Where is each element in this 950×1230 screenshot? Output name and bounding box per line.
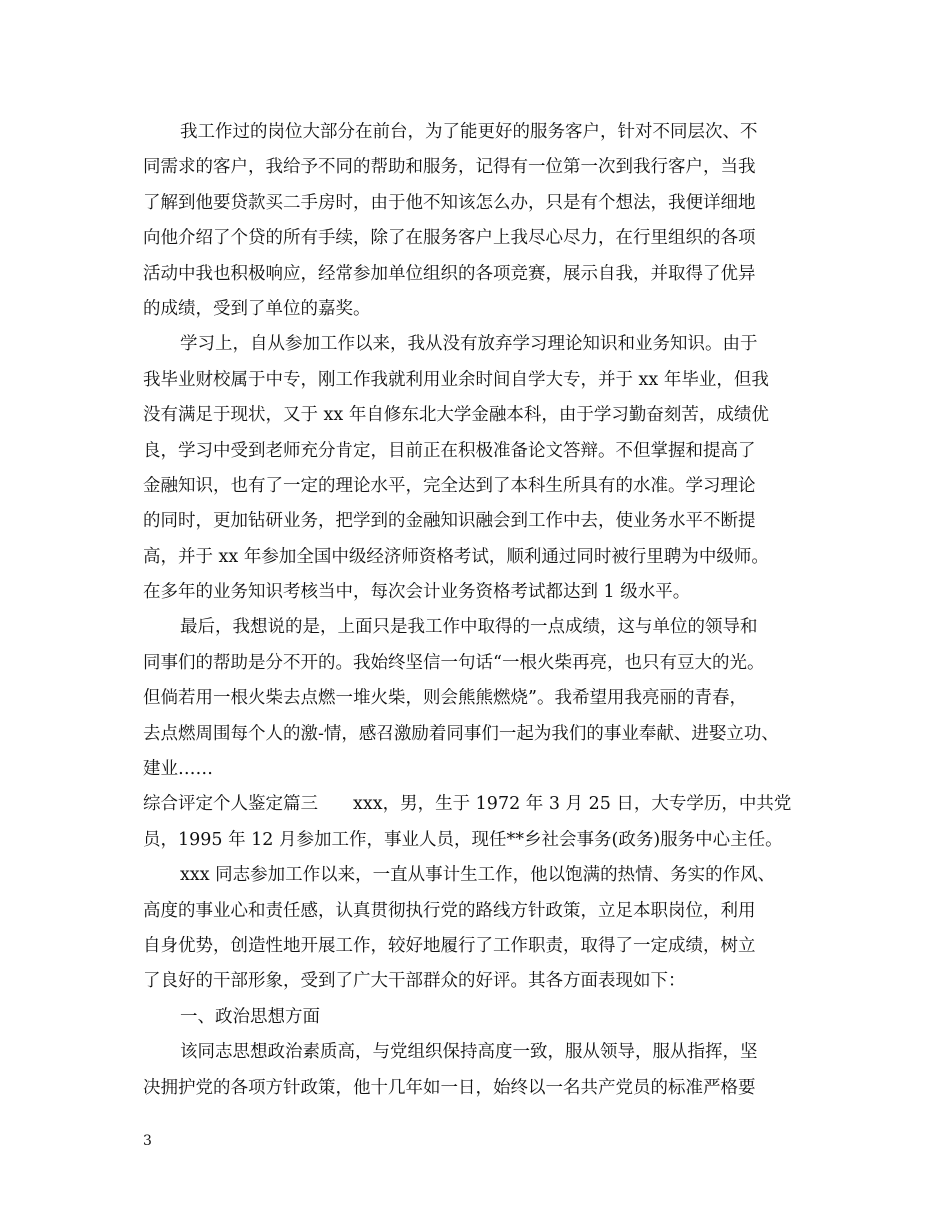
text-line: 学习上，自从参加工作以来，我从没有放弃学习理论知识和业务知识。由于 bbox=[180, 334, 758, 355]
text-line: 我工作过的岗位大部分在前台，为了能更好的服务客户，针对不同层次、不 bbox=[180, 122, 758, 142]
text-line: 同需求的客户，我给予不同的帮助和服务，记得有一位第一次到我行客户，当我 bbox=[143, 157, 756, 178]
text-line: 的成绩，受到了单位的嘉奖。 bbox=[143, 298, 371, 319]
text-line: 没有满足于现状，又于 xx 年自修东北大学金融本科，由于学习勤奋刻苦，成绩优 bbox=[143, 405, 769, 426]
text-line: 金融知识，也有了一定的理论水平，完全达到了本科生所具有的水准。学习理论 bbox=[143, 475, 756, 496]
text-line: 自身优势，创造性地开展工作，较好地履行了工作职责，取得了一定成绩，树立 bbox=[143, 935, 756, 956]
text-line: 了解到他要贷款买二手房时，由于他不知该怎么办，只是有个想法，我便详细地 bbox=[143, 192, 756, 213]
page-number: 3 bbox=[143, 1133, 152, 1149]
text-line: 决拥护党的各项方针政策，他十几年如一日，始终以一名共产党员的标准严格要 bbox=[143, 1077, 756, 1098]
text-line: 同事们的帮助是分不开的。我始终坚信一句话“一根火柴再亮，也只有豆大的光。 bbox=[143, 652, 765, 673]
text-line: 去点燃周围每个人的激-情，感召激励着同事们一起为我们的事业奉献、进娶立功、 bbox=[143, 723, 779, 744]
text-line: 良，学习中受到老师充分肯定，目前正在积极准备论文答辩。不但掌握和提高了 bbox=[143, 440, 756, 461]
text-line: 的同时，更加钻研业务，把学到的金融知识融会到工作中去，使业务水平不断提 bbox=[143, 511, 756, 532]
text-line: 高度的事业心和责任感，认真贯彻执行党的路线方针政策，立足本职岗位，利用 bbox=[143, 900, 756, 921]
text-line: 了良好的干部形象，受到了广大干部群众的好评。其各方面表现如下： bbox=[143, 971, 686, 992]
text-line: 该同志思想政治素质高，与党组织保持高度一致，服从领导，服从指挥，坚 bbox=[180, 1042, 758, 1063]
text-line: 员，1995 年 12 月参加工作，事业人员，现任**乡社会事务(政务)服务中心主任。 bbox=[143, 829, 783, 850]
document-body bbox=[143, 115, 833, 1106]
text-line: 向他介绍了个贷的所有手续，除了在服务客户上我尽心尽力，在行里组织的各项 bbox=[143, 228, 756, 249]
text-line: 但倘若用一根火柴去点燃一堆火柴，则会熊熊燃烧”。我希望用我亮丽的青春， bbox=[143, 688, 747, 709]
text-line: 我毕业财校属于中专，刚工作我就利用业余时间自学大专，并于 xx 年毕业，但我 bbox=[143, 369, 769, 390]
text-line: 最后，我想说的是，上面只是我工作中取得的一点成绩，这与单位的领导和 bbox=[180, 617, 758, 638]
text-line: 建业…… bbox=[143, 759, 213, 780]
text-line: 综合评定个人鉴定篇三 xxx，男，生于 1972 年 3 月 25 日，大专学历，中共党 bbox=[143, 794, 792, 815]
text-line: 一、政治思想方面 bbox=[180, 1006, 320, 1027]
text-line: 在多年的业务知识考核当中，每次会计业务资格考试都达到 1 级水平。 bbox=[143, 582, 691, 603]
text-line: 高，并于 xx 年参加全国中级经济师资格考试，顺利通过同时被行里聘为中级师。 bbox=[143, 546, 769, 567]
text-line: xxx 同志参加工作以来，一直从事计生工作，他以饱满的热情、务实的作风、 bbox=[180, 865, 776, 886]
text-line: 活动中我也积极响应，经常参加单位组织的各项竞赛，展示自我，并取得了优异 bbox=[143, 263, 756, 284]
